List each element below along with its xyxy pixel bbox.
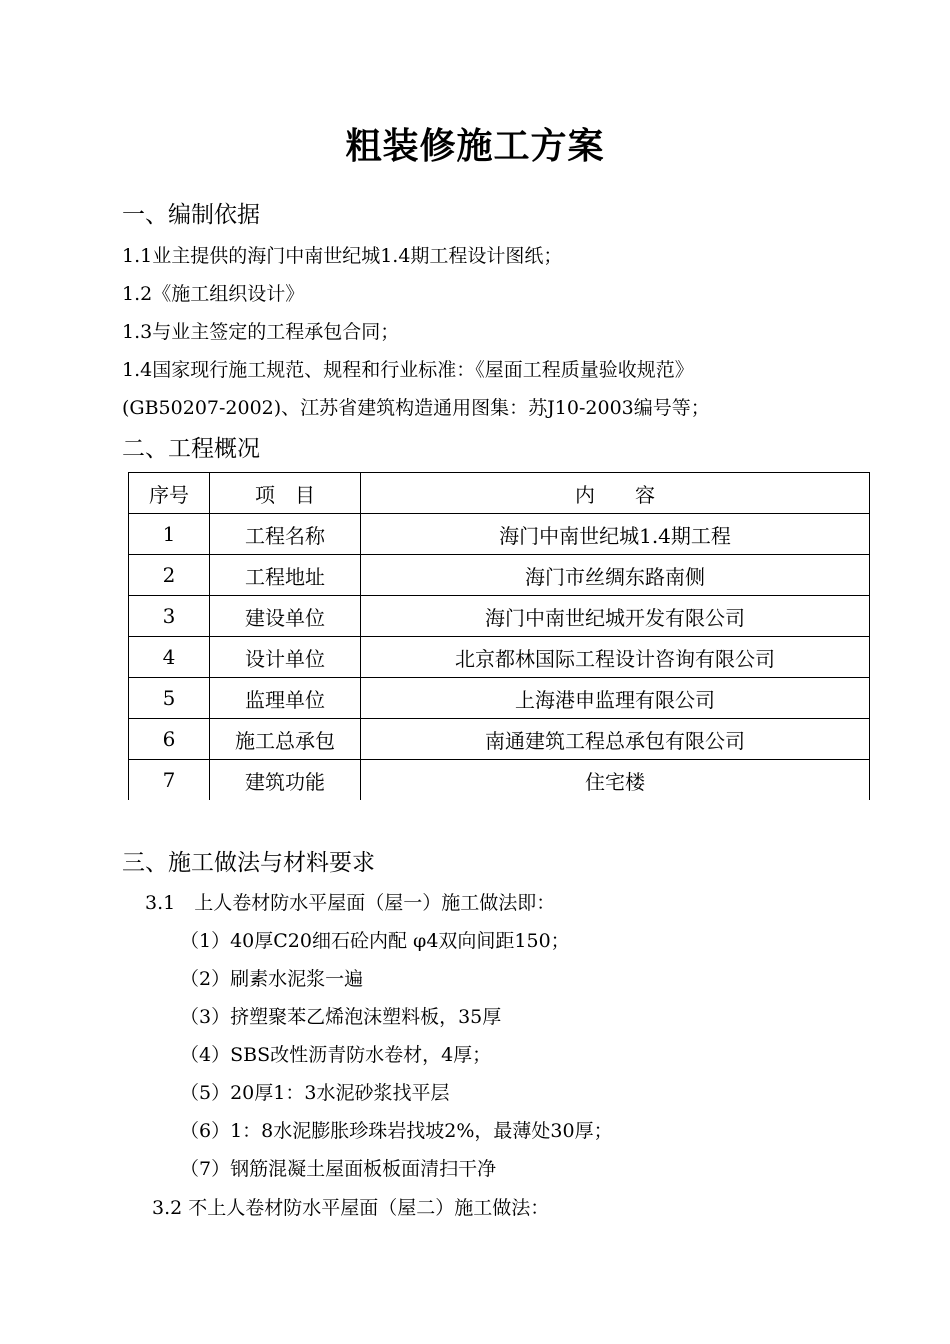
basis-item: 1.1业主提供的海门中南世纪城1.4期工程设计图纸； <box>122 245 563 267</box>
table-cell-content: 海门中南世纪城开发有限公司 <box>361 596 870 637</box>
subsection-heading: 3.1 上人卷材防水平屋面（屋一）施工做法即： <box>145 892 556 914</box>
table-cell-no: 1 <box>129 514 210 555</box>
table-cell-item: 建筑功能 <box>210 760 361 801</box>
method-item: （1）40厚C20细石砼内配 φ4双向间距150； <box>180 930 570 952</box>
table-cell-content: 上海港申监理有限公司 <box>361 678 870 719</box>
table-cell-content: 住宅楼 <box>361 760 870 801</box>
method-item: （5）20厚1：3水泥砂浆找平层 <box>180 1082 450 1104</box>
table-cell-item: 施工总承包 <box>210 719 361 760</box>
method-item: （6）1：8水泥膨胀珍珠岩找坡2%，最薄处30厚； <box>180 1120 613 1142</box>
table-cell-content: 南通建筑工程总承包有限公司 <box>361 719 870 760</box>
table-row <box>129 678 870 719</box>
basis-item: 1.4国家现行施工规范、规程和行业标准：《屋面工程质量验收规范》 <box>122 359 694 381</box>
method-item: （3）挤塑聚苯乙烯泡沫塑料板，35厚 <box>180 1006 502 1028</box>
table-cell-content: 北京都林国际工程设计咨询有限公司 <box>361 637 870 678</box>
table-cell-no: 7 <box>129 760 210 801</box>
section-heading-basis: 一、编制依据 <box>122 202 260 228</box>
table-cell-no: 5 <box>129 678 210 719</box>
column-header-item: 项 目 <box>210 473 361 514</box>
table-cell-no: 3 <box>129 596 210 637</box>
basis-item: (GB50207-2002)、江苏省建筑构造通用图集：苏J10-2003编号等； <box>122 397 710 419</box>
method-item: （2）刷素水泥浆一遍 <box>180 968 364 990</box>
table-cell-item: 工程名称 <box>210 514 361 555</box>
column-header-content: 内 容 <box>361 473 870 514</box>
project-overview-table <box>128 472 870 800</box>
table-header-row <box>129 473 870 514</box>
table-row <box>129 760 870 801</box>
table-cell-item: 建设单位 <box>210 596 361 637</box>
table-cell-content: 海门市丝绸东路南侧 <box>361 555 870 596</box>
table-row <box>129 555 870 596</box>
table-cell-item: 工程地址 <box>210 555 361 596</box>
table-row <box>129 637 870 678</box>
table-cell-content: 海门中南世纪城1.4期工程 <box>361 514 870 555</box>
basis-item: 1.3与业主签定的工程承包合同； <box>122 321 400 343</box>
table-row <box>129 596 870 637</box>
column-header-no: 序号 <box>129 473 210 514</box>
table-row <box>129 719 870 760</box>
table-cell-no: 4 <box>129 637 210 678</box>
basis-item: 1.2《施工组织设计》 <box>122 283 305 305</box>
document-title: 粗装修施工方案 <box>345 125 605 167</box>
table-row <box>129 514 870 555</box>
table-cell-no: 6 <box>129 719 210 760</box>
table-cell-item: 设计单位 <box>210 637 361 678</box>
section-heading-methods: 三、施工做法与材料要求 <box>122 850 375 876</box>
table-cell-item: 监理单位 <box>210 678 361 719</box>
table-cell-no: 2 <box>129 555 210 596</box>
method-item: （7）钢筋混凝土屋面板板面清扫干净 <box>180 1158 497 1180</box>
method-item: （4）SBS改性沥青防水卷材，4厚； <box>180 1044 492 1066</box>
subsection-heading: 3.2 不上人卷材防水平屋面（屋二）施工做法： <box>152 1197 550 1219</box>
section-heading-overview: 二、工程概况 <box>122 436 260 462</box>
